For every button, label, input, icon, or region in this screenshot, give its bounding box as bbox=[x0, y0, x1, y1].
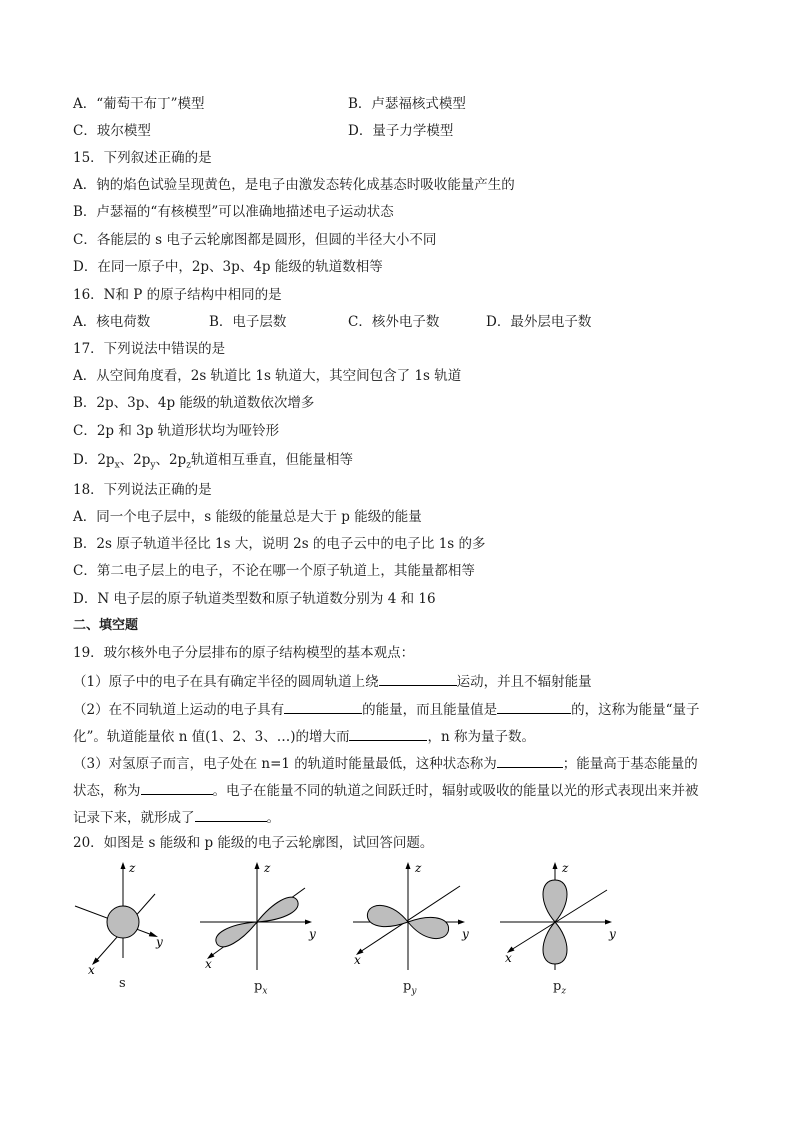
q18-option-d: D．N 电子层的原子轨道类型数和原子轨道数分别为 4 和 16 bbox=[73, 591, 436, 607]
px-lobe-negative bbox=[216, 922, 257, 947]
q17-option-c: C．2p 和 3p 轨道形状均为哑铃形 bbox=[73, 423, 280, 439]
answer-blank-6[interactable] bbox=[141, 780, 213, 795]
q17-option-b: B．2p、3p、4p 能级的轨道数依次增多 bbox=[73, 395, 315, 411]
q16-option-a: A．核电荷数 bbox=[73, 314, 151, 330]
q15-option-b: B．卢瑟福的“有核模型”可以准确地描述电子运动状态 bbox=[73, 204, 394, 220]
px-orbital-diagram bbox=[195, 858, 325, 997]
q16-option-b: B．电子层数 bbox=[209, 314, 287, 330]
pz-orbital-figure bbox=[497, 858, 627, 973]
s-orbital-figure bbox=[70, 858, 180, 977]
z-label: z bbox=[129, 861, 136, 875]
q16-stem: 16．N和 P 的原子结构中相同的是 bbox=[73, 287, 282, 303]
q19-part3-end: 记录下来，就形成了 。 bbox=[73, 807, 280, 827]
q19-part2-cont: 化”。轨道能量依 n 值(1、2、3、…)的增大而 ，n 称为量子数。 bbox=[73, 726, 535, 746]
y-arrow bbox=[458, 920, 465, 925]
z-arrow bbox=[121, 862, 126, 869]
y-label: y bbox=[462, 927, 469, 941]
q19-part2: （2）在不同轨道上运动的电子具有 的能量，而且能量值是 的，这称为能量“量子 bbox=[73, 699, 700, 719]
q15-option-c: C．各能层的 s 电子云轮廓图都是圆形，但圆的半径大小不同 bbox=[73, 232, 437, 248]
x-label: x bbox=[88, 963, 95, 977]
q20-stem: 20．如图是 s 能级和 p 能级的电子云轮廓图，试回答问题。 bbox=[73, 835, 434, 851]
caption-px: $p_x$ bbox=[254, 979, 268, 997]
py-orbital-figure bbox=[348, 858, 478, 973]
py-lobe-positive bbox=[408, 917, 449, 938]
q17-stem: 17．下列说法中错误的是 bbox=[73, 341, 226, 357]
caption-s: s bbox=[119, 976, 126, 991]
s-orbital-sphere bbox=[107, 906, 139, 938]
z-arrow bbox=[553, 862, 558, 869]
z-label: z bbox=[562, 861, 569, 875]
q14-option-a: A．“葡萄干布丁”模型 bbox=[73, 96, 205, 112]
answer-blank-1[interactable] bbox=[379, 671, 457, 686]
z-arrow bbox=[406, 862, 411, 869]
q14-option-c: C．玻尔模型 bbox=[73, 123, 151, 139]
q17-option-d: D．$2p_x$、$2p_y$、$2p_z$轨道相互垂直，但能量相等 bbox=[73, 452, 353, 471]
z-arrow bbox=[255, 862, 260, 869]
y-arrow bbox=[605, 920, 612, 925]
py-lobe-negative bbox=[367, 905, 408, 926]
y-arrow bbox=[305, 920, 312, 925]
q19-part3-cont: 状态，称为 。电子在能量不同的轨道之间跃迁时，辐射或吸收的能量以光的形式表现出来并被 bbox=[73, 780, 699, 800]
z-label: z bbox=[264, 861, 271, 875]
q18-option-b: B．2s 原子轨道半径比 1s 大，说明 2s 的电子云中的电子比 1s 的多 bbox=[73, 536, 486, 552]
x-label: x bbox=[505, 951, 512, 965]
q17-option-a: A．从空间角度看，2s 轨道比 1s 轨道大，其空间包含了 1s 轨道 bbox=[73, 368, 462, 384]
y-label: y bbox=[156, 935, 163, 949]
caption-pz: $p_z$ bbox=[553, 979, 567, 997]
q14-option-d: D．量子力学模型 bbox=[348, 123, 454, 139]
pz-lobe-positive bbox=[543, 880, 567, 922]
q15-option-a: A．钠的焰色试验呈现黄色，是电子由激发态转化成基态时吸收能量产生的 bbox=[73, 177, 515, 193]
q14-option-b: B．卢瑟福核式模型 bbox=[348, 96, 466, 112]
section-heading-fill-in: 二、填空题 bbox=[73, 618, 139, 633]
q19-part1: （1）原子中的电子在具有确定半径的圆周轨道上绕 运动，并且不辐射能量 bbox=[73, 671, 592, 691]
answer-blank-3[interactable] bbox=[497, 699, 571, 714]
q16-option-d: D．最外层电子数 bbox=[486, 314, 592, 330]
answer-blank-4[interactable] bbox=[349, 726, 427, 741]
q19-part3: （3）对氢原子而言，电子处在 n=1 的轨道时能量最低，这种状态称为 ；能量高于基态能量的 bbox=[73, 753, 698, 773]
q18-option-a: A．同一个电子层中，s 能级的能量总是大于 p 能级的能量 bbox=[73, 509, 422, 525]
y-label: y bbox=[609, 927, 616, 941]
z-label: z bbox=[415, 861, 422, 875]
s-orbital-diagram bbox=[70, 858, 180, 991]
q15-stem: 15．下列叙述正确的是 bbox=[73, 150, 212, 166]
answer-blank-2[interactable] bbox=[284, 699, 362, 714]
pz-orbital-diagram bbox=[497, 858, 627, 997]
x-label: x bbox=[205, 957, 212, 971]
q18-stem: 18．下列说法正确的是 bbox=[73, 482, 212, 498]
q16-option-c: C．核外电子数 bbox=[348, 314, 440, 330]
answer-blank-5[interactable] bbox=[497, 753, 563, 768]
q18-option-c: C．第二电子层上的电子，不论在哪一个原子轨道上，其能量都相等 bbox=[73, 563, 475, 579]
px-orbital-figure bbox=[195, 858, 325, 973]
q19-stem: 19．玻尔核外电子分层排布的原子结构模型的基本观点： bbox=[73, 645, 415, 661]
py-orbital-diagram bbox=[348, 858, 478, 997]
answer-blank-7[interactable] bbox=[195, 807, 267, 822]
q15-option-d: D．在同一原子中，2p、3p、4p 能级的轨道数相等 bbox=[73, 259, 383, 275]
px-lobe-positive bbox=[257, 897, 298, 922]
y-label: y bbox=[309, 927, 316, 941]
x-label: x bbox=[354, 953, 361, 967]
caption-py: $p_y$ bbox=[403, 979, 417, 997]
